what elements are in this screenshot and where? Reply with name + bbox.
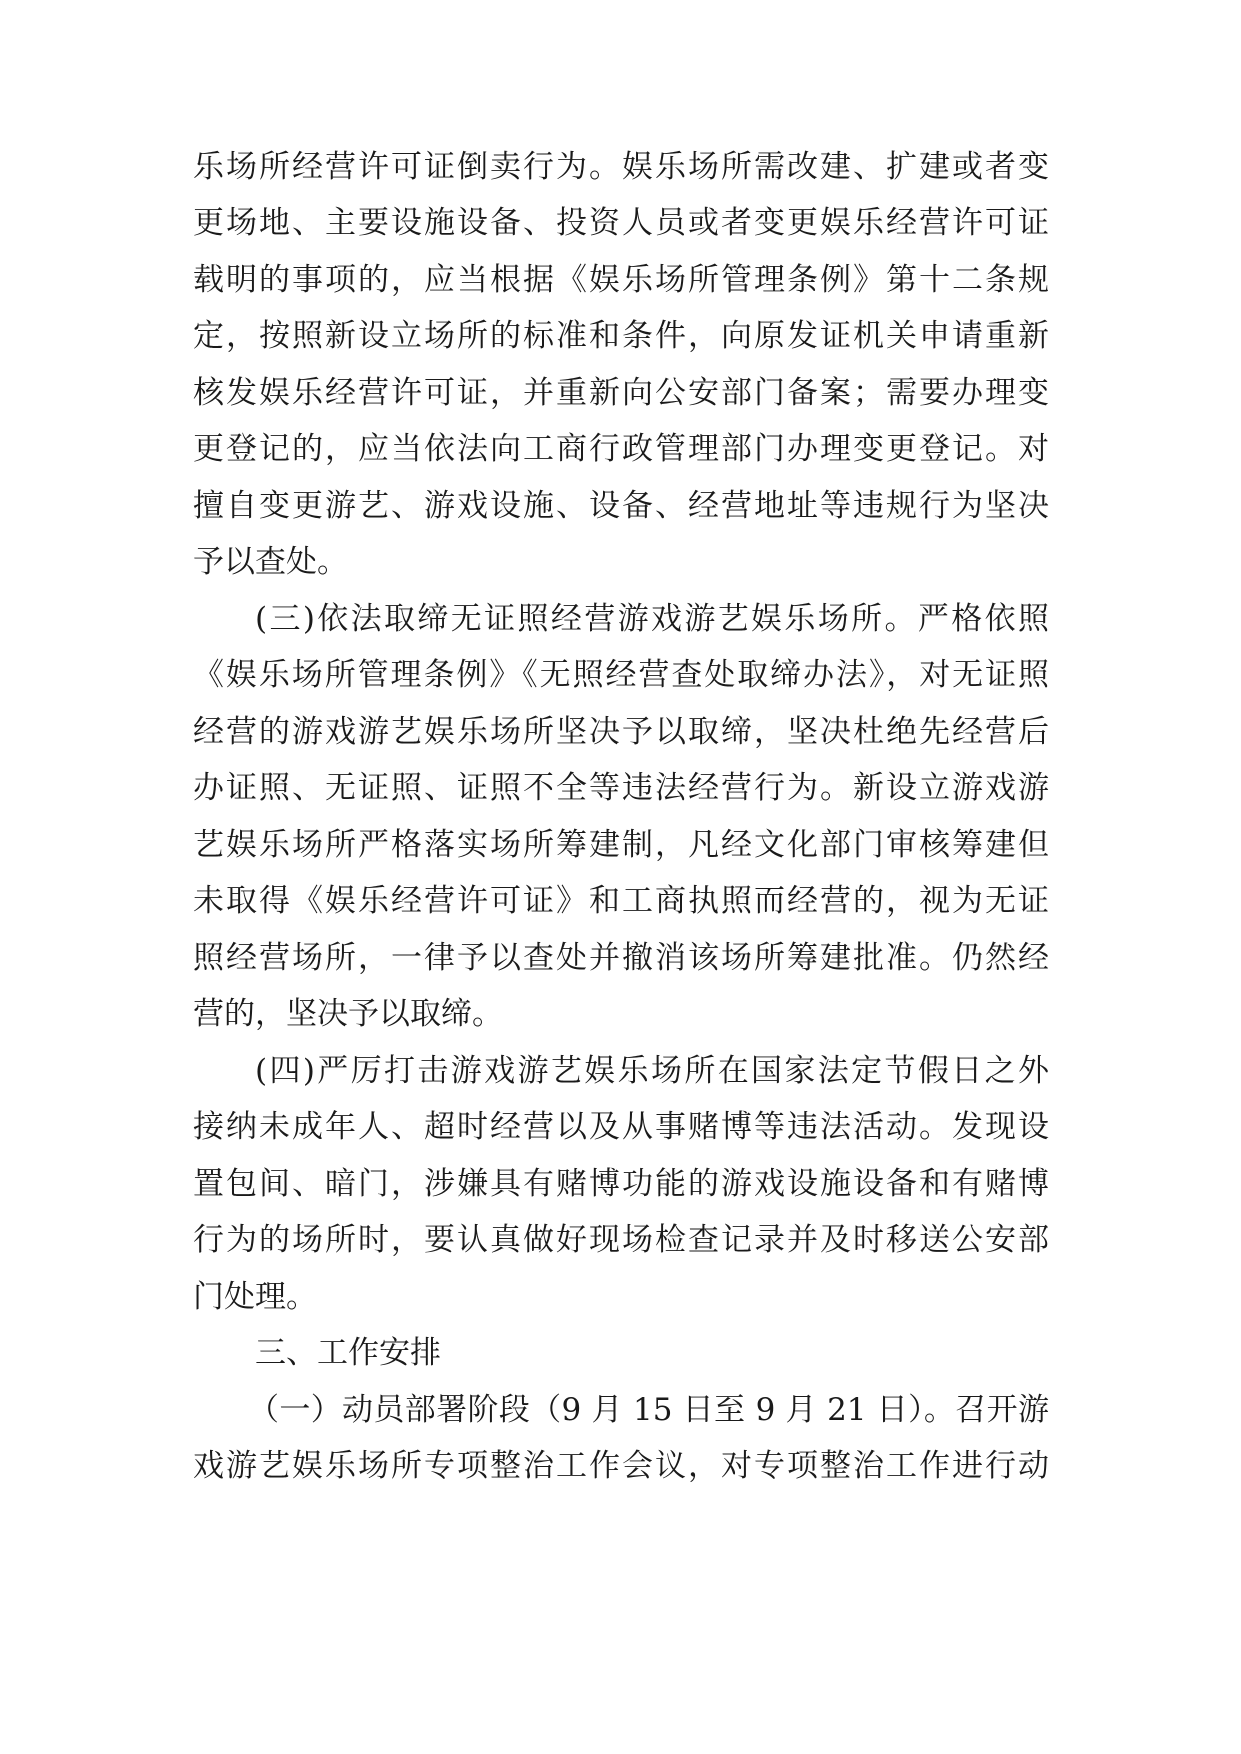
- text-line: 艺娱乐场所严格落实场所筹建制，凡经文化部门审核筹建但: [193, 827, 1049, 863]
- text-line: 更场地、主要设施设备、投资人员或者变更娱乐经营许可证: [193, 205, 1049, 241]
- text-line: 置包间、暗门，涉嫌具有赌博功能的游戏设施设备和有赌博: [193, 1166, 1049, 1202]
- text-line: (三)依法取缔无证照经营游戏游艺娱乐场所。严格依照: [255, 601, 1049, 637]
- text-line: (四)严厉打击游戏游艺娱乐场所在国家法定节假日之外: [255, 1053, 1049, 1089]
- text-line: 营的，坚决予以取缔。: [193, 996, 503, 1032]
- text-line: 擅自变更游艺、游戏设施、设备、经营地址等违规行为坚决: [193, 488, 1049, 524]
- text-line: 接纳未成年人、超时经营以及从事赌博等违法活动。发现设: [193, 1109, 1049, 1145]
- text-line: 予以查处。: [193, 544, 348, 580]
- text-line: 照经营场所，一律予以查处并撤消该场所筹建批准。仍然经: [193, 940, 1049, 976]
- text-line: 《娱乐场所管理条例》《无照经营查处取缔办法》，对无证照: [193, 657, 1049, 693]
- text-line: 经营的游戏游艺娱乐场所坚决予以取缔，坚决杜绝先经营后: [193, 714, 1049, 750]
- text-line: 载明的事项的，应当根据《娱乐场所管理条例》第十二条规: [193, 262, 1049, 298]
- text-line: 乐场所经营许可证倒卖行为。娱乐场所需改建、扩建或者变: [193, 149, 1049, 185]
- text-line: 办证照、无证照、证照不全等违法经营行为。新设立游戏游: [193, 770, 1049, 806]
- text-line: （一）动员部署阶段（9 月 15 日至 9 月 21 日）。召开游: [248, 1392, 1049, 1428]
- text-line: 核发娱乐经营许可证，并重新向公安部门备案；需要办理变: [193, 375, 1049, 411]
- text-line: 门处理。: [193, 1279, 317, 1315]
- section-heading: 三、工作安排: [255, 1335, 441, 1371]
- text-line: 定，按照新设立场所的标准和条件，向原发证机关申请重新: [193, 318, 1049, 354]
- text-line: 戏游艺娱乐场所专项整治工作会议，对专项整治工作进行动: [193, 1448, 1049, 1484]
- text-line: 未取得《娱乐经营许可证》和工商执照而经营的，视为无证: [193, 883, 1049, 919]
- text-line: 更登记的，应当依法向工商行政管理部门办理变更登记。对: [193, 431, 1049, 467]
- text-line: 行为的场所时，要认真做好现场检查记录并及时移送公安部: [193, 1222, 1049, 1258]
